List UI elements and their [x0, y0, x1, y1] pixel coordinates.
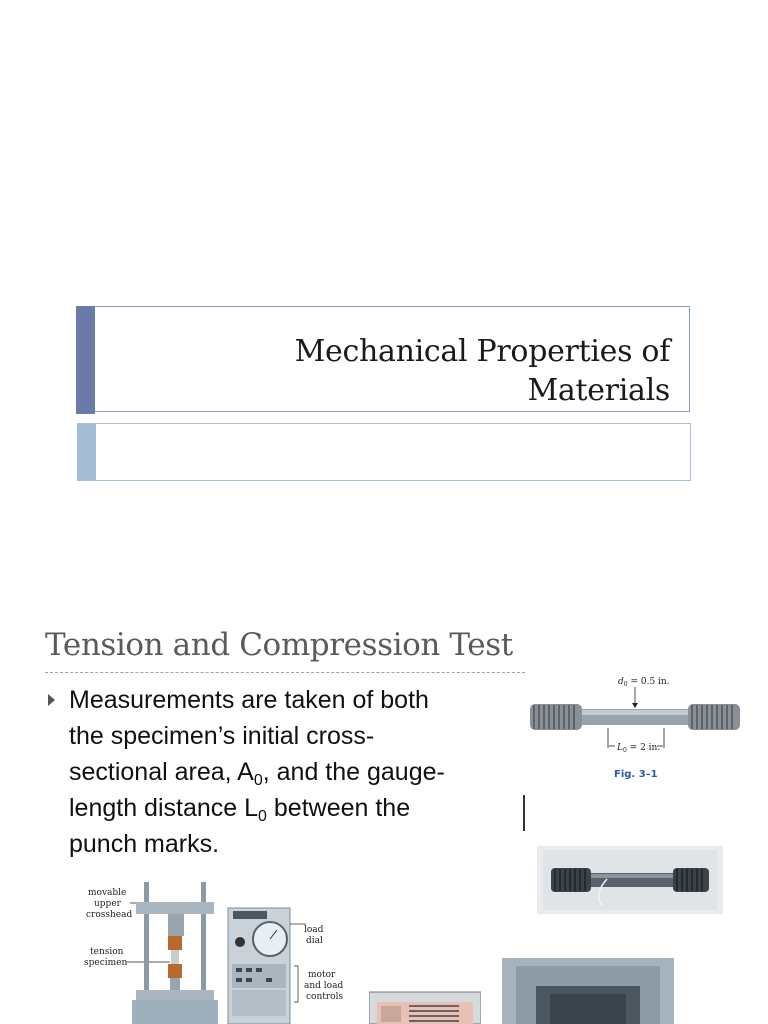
svg-text:tension: tension	[90, 947, 124, 957]
d0-label: $d_0 = 0.5$ in.	[618, 677, 670, 688]
testing-machine-diagram	[80, 878, 380, 1024]
svg-text:and load: and load	[304, 981, 344, 991]
slide-title: Mechanical Properties of Materials	[294, 334, 670, 408]
specimen-figure	[525, 670, 745, 785]
bullet-arrow-icon	[48, 694, 55, 706]
grip-photo	[502, 958, 674, 1024]
svg-text:dial: dial	[306, 936, 323, 946]
svg-text:upper: upper	[94, 899, 121, 909]
subtitle-accent-bar	[77, 423, 96, 481]
svg-text:crosshead: crosshead	[86, 910, 133, 920]
figure-caption: Fig. 3–1	[614, 769, 658, 780]
slide2-title: Tension and Compression Test	[45, 627, 513, 663]
L0-label: $L_0 = 2$ in.	[617, 743, 661, 754]
subtitle-placeholder	[77, 423, 691, 481]
svg-text:controls: controls	[306, 992, 344, 1002]
title-accent-bar	[76, 306, 95, 414]
svg-text:movable: movable	[88, 888, 127, 898]
svg-text:motor: motor	[308, 970, 336, 980]
svg-text:load: load	[304, 925, 324, 935]
bullet-text: Measurements are taken of both the specimen’s initial cross-sectional area, $A_0$, and the gauge-length distance $L_0$ between the punch marks.	[69, 686, 445, 858]
svg-text:specimen: specimen	[84, 958, 128, 968]
specimen-photo	[537, 846, 723, 914]
divider-line	[523, 795, 525, 831]
title-divider	[45, 672, 525, 673]
fixture-diagram	[369, 990, 481, 1024]
